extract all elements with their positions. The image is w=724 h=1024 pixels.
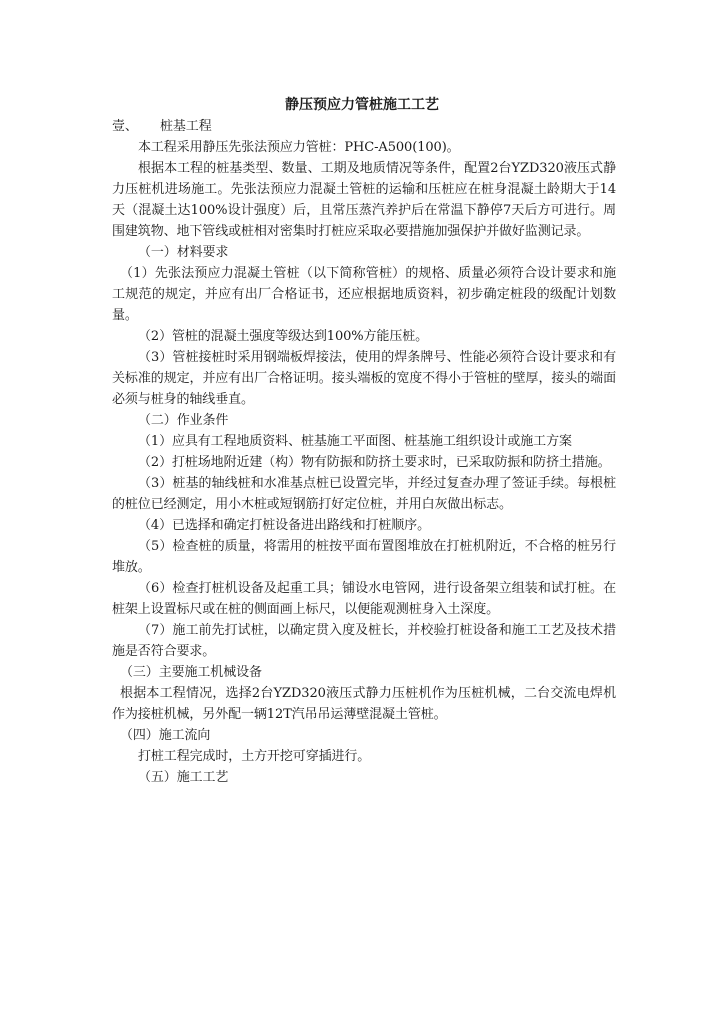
document-title: 静压预应力管桩施工工艺 — [285, 97, 439, 113]
section-title: 桩基工程 — [160, 119, 212, 134]
material-item-1: （1）先张法预应力混凝土管桩（以下简称管桩）的规格、质量必须符合设计要求和施工规范的规定，并应有出厂合格证书，还应根据地质资料，初步确定桩段的级配计划数量。 — [112, 266, 616, 323]
heading-materials: （一）材料要求 — [138, 245, 229, 260]
paragraph-flow: 打桩工程完成时，土方开挖可穿插进行。 — [138, 749, 371, 764]
heading-process: （五）施工工艺 — [138, 770, 229, 785]
heading-flow: （四）施工流向 — [120, 728, 211, 743]
section-number: 壹、 — [112, 119, 138, 134]
condition-item-3: （3）桩基的轴线桩和水准基点桩已设置完毕，并经过复查办理了签证手续。每根桩的桩位已经测定，用小木桩或短钢筋打好定位桩，并用白灰做出标志。 — [112, 476, 616, 512]
material-item-3: （3）管桩接桩时采用钢端板焊接法，使用的焊条牌号、性能必须符合设计要求和有关标准的规定，并应有出厂合格证明。接头端板的宽度不得小于管桩的壁厚，接头的端面必须与桩身的轴线垂直。 — [112, 350, 616, 407]
paragraph-intro: 本工程采用静压先张法预应力管桩：PHC-A500(100)。 — [138, 140, 460, 155]
condition-item-6: （6）检查打桩机设备及起重工具；铺设水电管网，进行设备架立组装和试打桩。在桩架上设置标尺或在桩的侧面画上标尺，以便能观测桩身入土深度。 — [112, 581, 616, 617]
condition-item-4: （4）已选择和确定打桩设备进出路线和打桩顺序。 — [138, 518, 430, 533]
paragraph-config: 根据本工程的桩基类型、数量、工期及地质情况等条件，配置2台YZD320液压式静力压桩机进场施工。先张法预应力混凝土管桩的运输和压桩应在桩身混凝土龄期大于14天（混凝土达100%设计强度）后，且常压蒸汽养护后在常温下静停7天后方可进行。周围建筑物、地下管线或桩相对密集时打桩应采取必要措施加强保护并做好监测记录。 — [112, 161, 616, 239]
document-body — [112, 116, 616, 788]
heading-machinery: （三）主要施工机械设备 — [120, 665, 262, 680]
heading-conditions: （二）作业条件 — [138, 413, 229, 428]
material-item-2: （2）管桩的混凝土强度等级达到100%方能压桩。 — [138, 329, 429, 344]
condition-item-1: （1）应具有工程地质资料、桩基施工平面图、桩基施工组织设计或施工方案 — [138, 434, 572, 449]
condition-item-7: （7）施工前先打试桩，以确定贯入度及桩长，并校验打桩设备和施工工艺及技术措施是否符合要求。 — [112, 623, 616, 659]
condition-item-2: （2）打桩场地附近建（构）物有防振和防挤土要求时，已采取防振和防挤土措施。 — [138, 455, 611, 470]
section-heading — [112, 116, 616, 137]
paragraph-machinery: 根据本工程情况，选择2台YZD320液压式静力压桩机作为压桩机械，二台交流电焊机作为接桩机械，另外配一辆12T汽吊吊运薄壁混凝土管桩。 — [112, 686, 616, 722]
condition-item-5: （5）检查桩的质量，将需用的桩按平面布置图堆放在打桩机附近，不合格的桩另行堆放。 — [112, 539, 616, 575]
